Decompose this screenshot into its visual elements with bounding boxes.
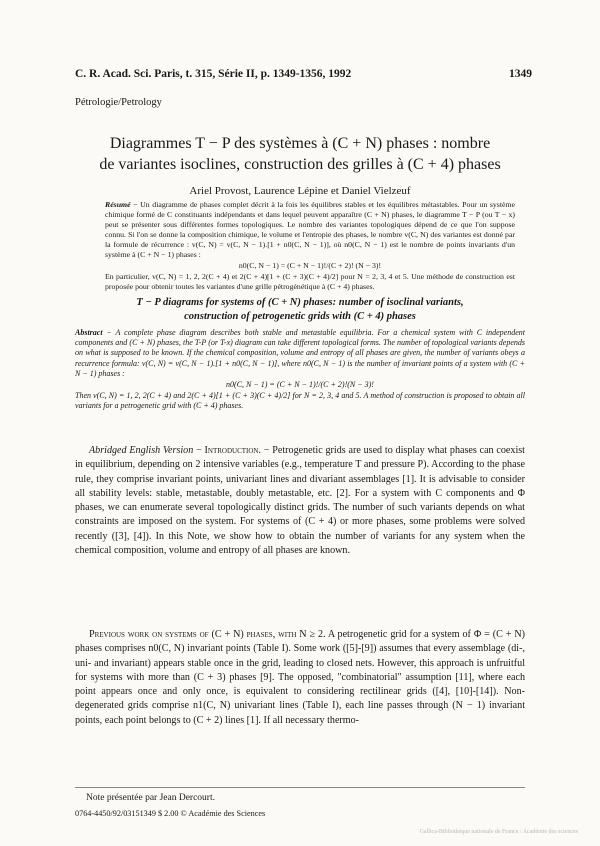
section-tag: Pétrologie/Petrology [75, 97, 162, 108]
resume-text: − Un diagramme de phases complet décrit à la fois les équilibres stables et les équilibres métastables. Pour un système chimique formé de C constituants indépendants et dans lequel peuvent apparaître (C + N) phases, le diagramme T − P (ou T − x) peut se présenter sous différentes formes topologiques. Le nombre des variantes topologiques dépend de ce que l'on suppose connu. Si l'on se donne la composition chimique, le volume et l'entropie des phases, le nombre v(C, N) des variantes est donné par la formule de récurrence : v(C, N) = v(C, N − 1).[1 + n0(C, N − 1)], où n0(C, N − 1) est le nombre de points invariants d'un système à (C + N − 1) phases : [105, 200, 515, 259]
abridged-label: Abridged English Version [89, 445, 194, 456]
english-title-line-1: T − P diagrams for systems of (C + N) phases: number of isoclinal variants, [136, 297, 464, 308]
footnote-divider [75, 787, 525, 788]
english-title-line-2: construction of petrogenetic grids with (C + 4) phases [184, 311, 416, 322]
body-paragraph-1 [75, 444, 525, 558]
english-title [75, 296, 525, 324]
author-list: Ariel Provost, Laurence Lépine et Daniel Vielzeuf [189, 185, 411, 197]
title-line-1: Diagrammes T − P des systèmes à (C + N) phases : nombre [109, 135, 491, 152]
paragraph-1-text: − Petrogenetic grids are used to display what phases can coexist in equilibrium, depending on 2 intensive variables (e.g., temperature T and pressure P). According to the phase rule, they comprise invariant points, univariant lines and divariant assemblages [1]. It is advisable to consider all stability levels: stable, metastable, doubly metastable, etc. [2]. For a system with C components and Φ phases, we can enumerate several topologically distinct grids. The number of such variants depends on what constraints are imposed on the system. For systems of (C + 4) or more phases, some problems were solved recently ([3], [4]). In this Note, we show how to obtain the number of variants for any system when the chemical composition, volume and entropy of all phases are known. [75, 445, 525, 557]
abstract-formula: n0(C, N − 1) = (C + N − 1)!/(C + 2)!(N − 3)! [226, 380, 374, 390]
resume-label: Résumé [105, 200, 131, 209]
previous-work-heading: Previous work on systems of (C + N) phases, with N ≥ 2. [89, 629, 326, 640]
running-header [75, 68, 532, 84]
title-line-2: de variantes isoclines, construction des grilles à (C + 4) phases [99, 156, 501, 173]
english-abstract [75, 328, 525, 412]
abstract-text-2: Then v(C, N) = 1, 2, 2(C + 4) and 2(C + 4)[1 + (C + 3)(C + 4)/2] for N = 2, 3, 4 and 5. A method of construction is proposed to obtain all variants for a petrogenetic grid with (C + 4) phases. [75, 391, 525, 411]
body-paragraph-2 [75, 628, 525, 728]
page-number: 1349 [509, 68, 532, 80]
paper-title [60, 133, 540, 175]
gallica-watermark: Gallica-Bibliothèque nationale de France / Académie des sciences [419, 829, 578, 835]
copyright-footer: 0764-4450/92/03151349 $ 2.00 © Académie des Sciences [75, 809, 266, 818]
abstract-text: − A complete phase diagram describes both stable and metastable equilibria. For a chemical system with C independent components and (C + N) phases, the T-P (or T-x) diagram can take different topological forms. The number of topological variants depends on what is supposed to be known. If the chemical composition, volume and entropy of all phases are given, the number of variants obeys a recurrence formula: v(C, N) = v(C, N − 1).[1 + n0(C, N − 1)], where n0(C, N − 1) is the number of invariant points of a system with (C + N − 1) phases : [75, 328, 525, 378]
french-abstract [105, 200, 515, 292]
resume-text-2: En particulier, v(C, N) = 1, 2, 2(C + 4) et 2(C + 4)[1 + (C + 3)(C + 4)/2] pour N = 2, 3, 4 et 5. Une méthode de construction est proposée pour obtenir toutes les variantes d'une grille pétrogénétique à (C + 4) phases. [105, 272, 515, 291]
abstract-label: Abstract [75, 328, 103, 337]
presentation-note: Note présentée par Jean Dercourt. [86, 793, 215, 803]
resume-formula: n0(C, N − 1) = (C + N − 1)!/(C + 2)! (N − 3)! [238, 261, 382, 270]
journal-citation: C. R. Acad. Sci. Paris, t. 315, Série II, p. 1349-1356, 1992 [75, 68, 352, 80]
introduction-heading: − Introduction. [193, 445, 261, 456]
paragraph-2-text: A petrogenetic grid for a system of Φ = (C + N) phases comprises n0(C, N) invariant points (Table I). Some work ([5]-[9]) assumes that every assemblage (di-, uni- and invariant) appears stable once in the grid, leading to closed nets. However, this approach is unfruitful for systems with more than (C + 3) phases [9]. The opposed, "combinatorial" assumption [11], where each point appears once and only once, is equivalent to considering rectilinear grids ([4], [10]-[14]). Non-degenerated grids comprise n1(C, N) univariant lines (Table I), each line passes through (N − 1) invariant points, each point belongs to (C + 2) lines [1]. If all necessary thermo- [75, 629, 525, 726]
